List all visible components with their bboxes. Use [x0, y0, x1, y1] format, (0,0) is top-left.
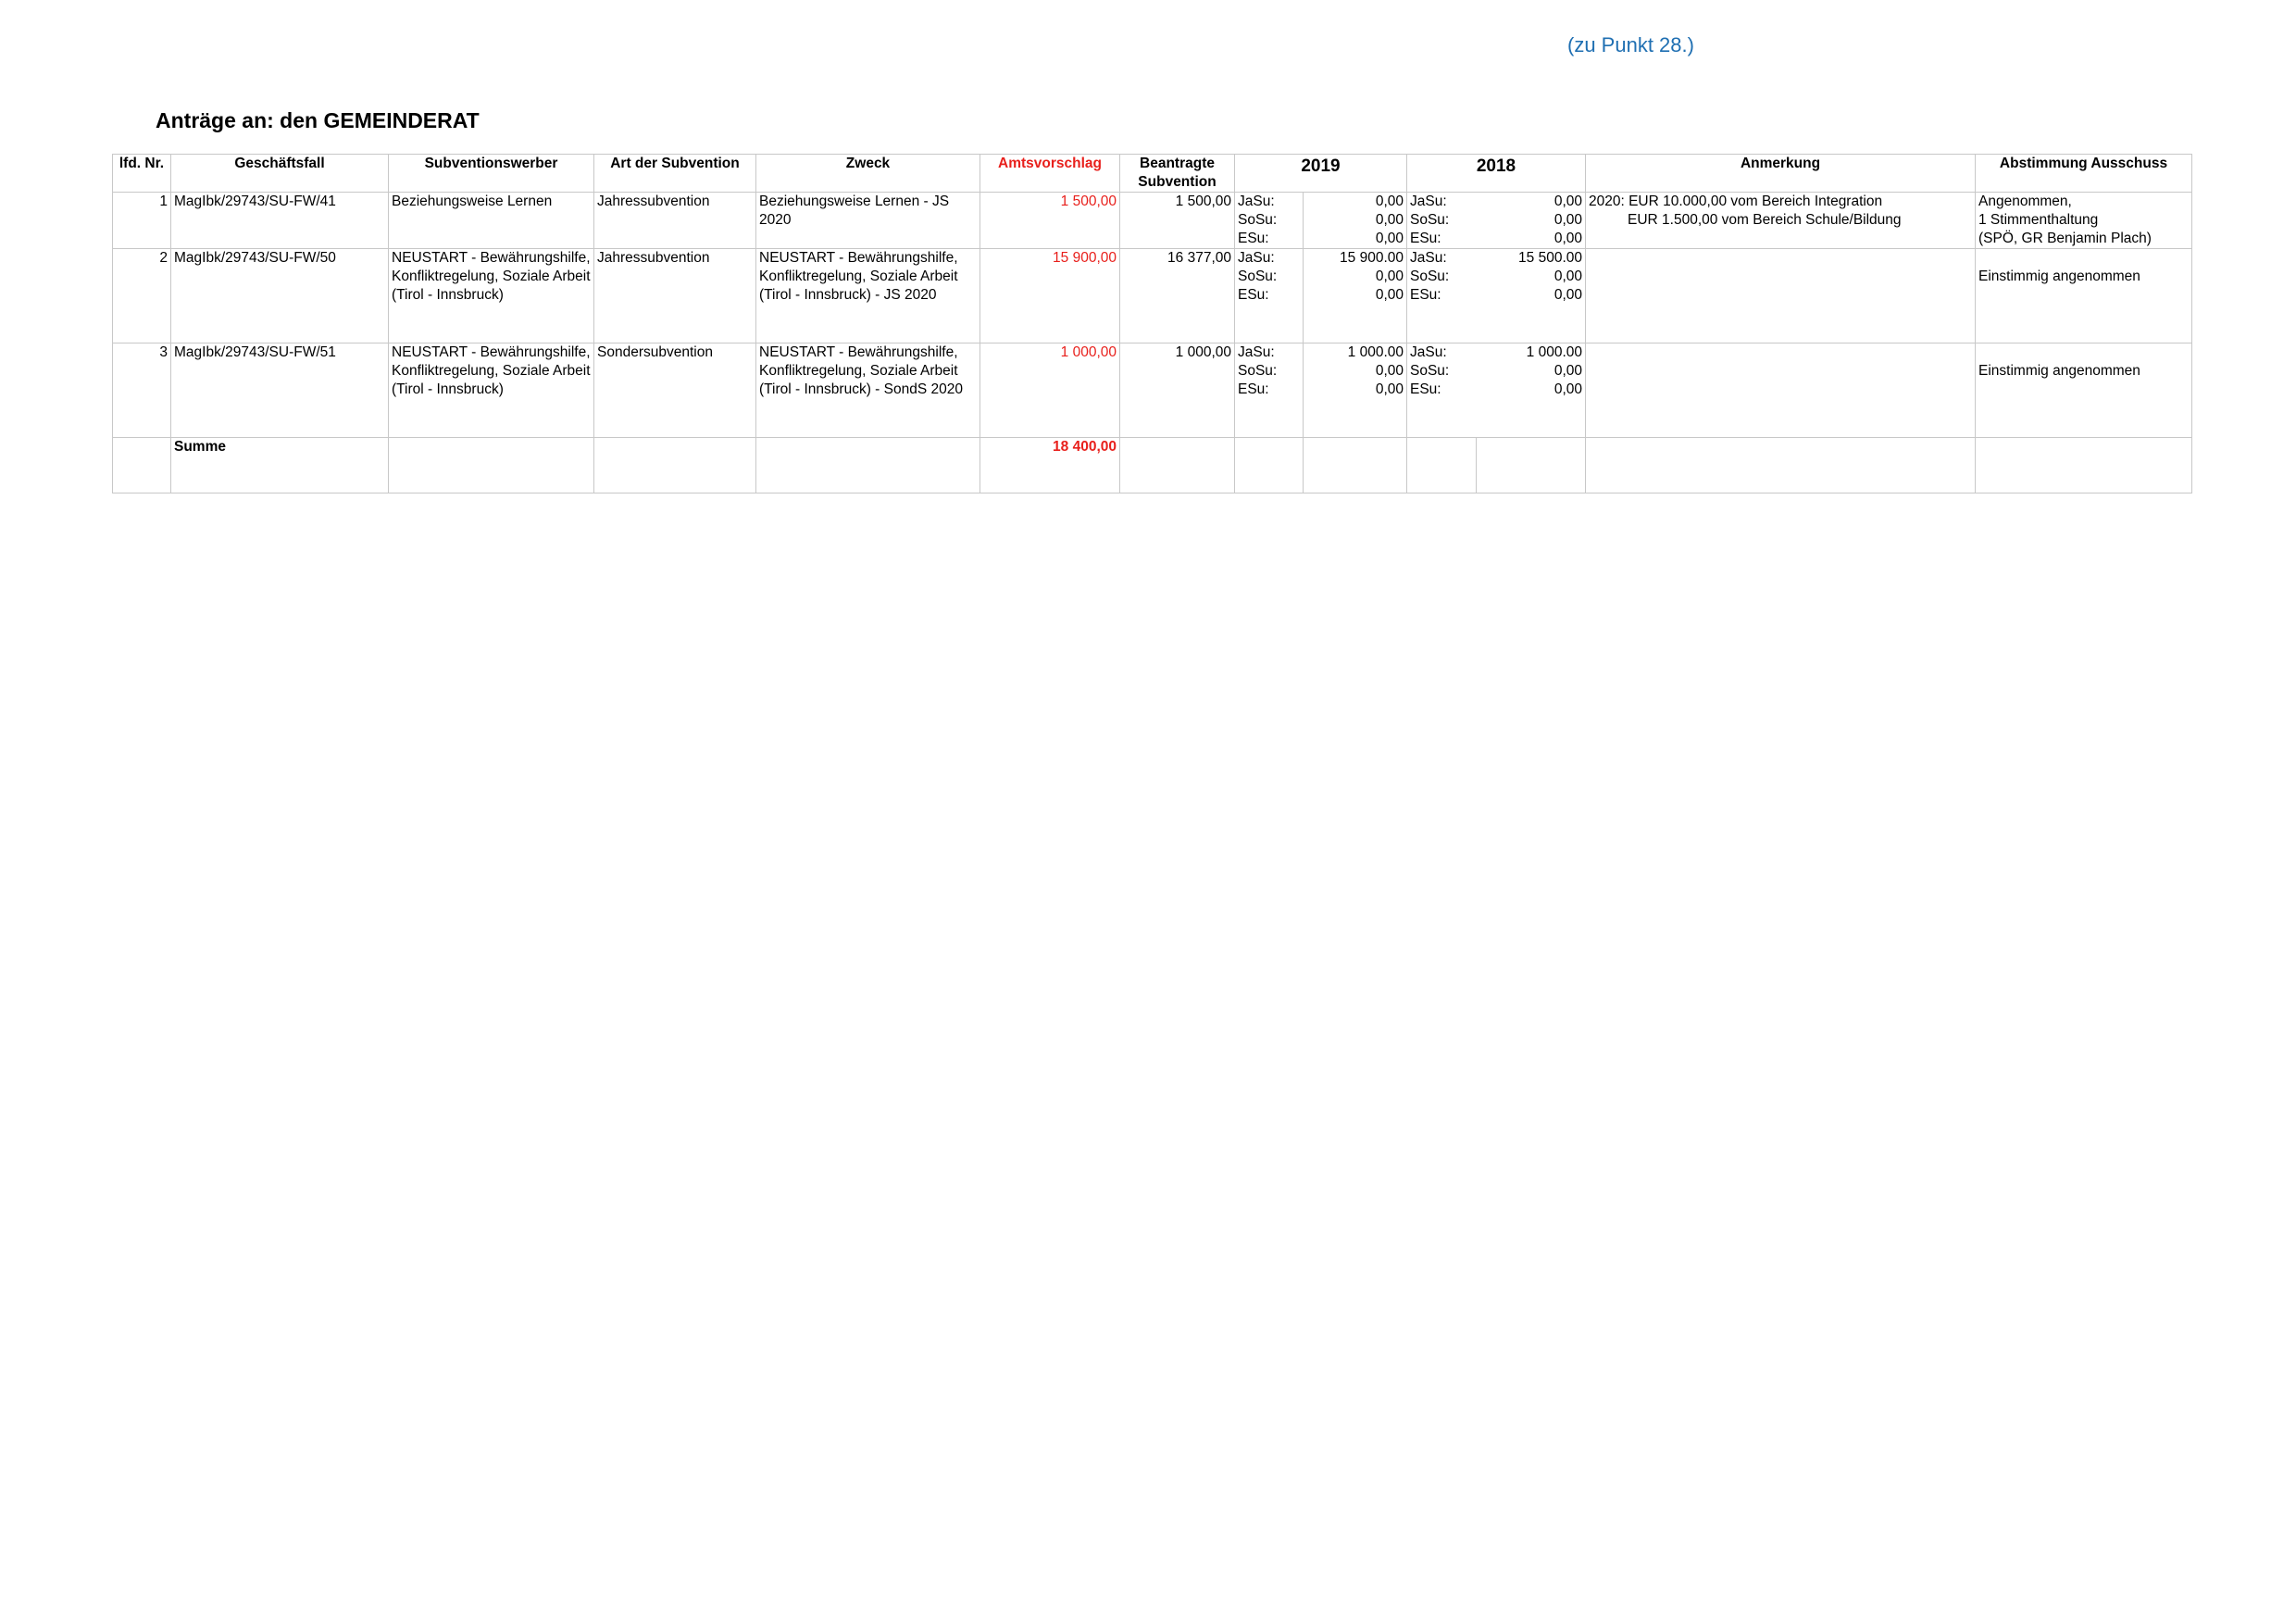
value-esu: 0,00: [1375, 287, 1404, 303]
table-row: [113, 249, 2192, 344]
row-2019-labels: [1235, 193, 1304, 249]
summe-empty: [1586, 438, 1976, 493]
label-sosu: SoSu:: [1238, 363, 1278, 379]
summe-empty: [1120, 438, 1235, 493]
row-geschaeftsfall: MagIbk/29743/SU-FW/51: [171, 344, 389, 438]
row-2018-labels: [1407, 344, 1477, 438]
col-header-werber: Subventionswerber: [389, 155, 594, 193]
summe-amtsvorschlag: 18 400,00: [980, 438, 1120, 493]
label-jasu: JaSu:: [1238, 344, 1275, 360]
row-2018-values: [1477, 344, 1586, 438]
agenda-reference: (zu Punkt 28.): [1567, 33, 1694, 56]
row-nr: 3: [113, 344, 171, 438]
row-beantragt: 16 377,00: [1120, 249, 1235, 344]
col-header-nr: lfd. Nr.: [113, 155, 171, 193]
value-sosu: 0,00: [1375, 269, 1404, 284]
row-anmerkung: [1586, 193, 1976, 249]
row-2018-values: [1477, 193, 1586, 249]
table-row: [113, 344, 2192, 438]
row-zweck: NEUSTART - Bewährungshilfe, Konfliktregelung, Soziale Arbeit (Tirol - Innsbruck) - JS 2020: [756, 249, 980, 344]
value-jasu: 1 000.00: [1526, 344, 1582, 360]
value-sosu: 0,00: [1554, 363, 1582, 379]
row-beantragt: 1 500,00: [1120, 193, 1235, 249]
abstimmung-line: 1 Stimmenthaltung: [1978, 212, 2099, 228]
col-header-beantragt: Beantragte Subvention: [1120, 155, 1235, 193]
abstimmung-line: (SPÖ, GR Benjamin Plach): [1978, 231, 2152, 246]
row-art: Sondersubvention: [594, 344, 756, 438]
label-jasu: JaSu:: [1410, 250, 1447, 266]
value-jasu: 15 500.00: [1518, 250, 1582, 266]
row-werber: NEUSTART - Bewährungshilfe, Konfliktregelung, Soziale Arbeit (Tirol - Innsbruck): [389, 249, 594, 344]
row-abstimmung: [1976, 249, 2192, 344]
row-2019-values: [1304, 249, 1407, 344]
row-nr: 1: [113, 193, 171, 249]
value-jasu: 15 900.00: [1340, 250, 1404, 266]
value-esu: 0,00: [1554, 381, 1582, 397]
col-header-amtsvorschlag: Amtsvorschlag: [980, 155, 1120, 193]
row-art: Jahressubvention: [594, 249, 756, 344]
value-esu: 0,00: [1554, 231, 1582, 246]
value-esu: 0,00: [1375, 381, 1404, 397]
label-esu: ESu:: [1410, 287, 1441, 303]
row-abstimmung: [1976, 193, 2192, 249]
row-beantragt: 1 000,00: [1120, 344, 1235, 438]
label-jasu: JaSu:: [1410, 344, 1447, 360]
row-2019-values: [1304, 193, 1407, 249]
value-jasu: 0,00: [1375, 194, 1404, 209]
label-sosu: SoSu:: [1410, 212, 1450, 228]
row-geschaeftsfall: MagIbk/29743/SU-FW/41: [171, 193, 389, 249]
label-sosu: SoSu:: [1238, 269, 1278, 284]
anmerkung-line: EUR 1.500,00 vom Bereich Schule/Bildung: [1628, 212, 1902, 228]
label-sosu: SoSu:: [1410, 269, 1450, 284]
row-anmerkung: [1586, 344, 1976, 438]
label-esu: ESu:: [1238, 381, 1269, 397]
summe-label: Summe: [171, 438, 389, 493]
label-jasu: JaSu:: [1238, 194, 1275, 209]
row-zweck: NEUSTART - Bewährungshilfe, Konfliktregelung, Soziale Arbeit (Tirol - Innsbruck) - SondS 2020: [756, 344, 980, 438]
label-esu: ESu:: [1238, 287, 1269, 303]
abstimmung-line: Angenommen,: [1978, 194, 2072, 209]
summe-empty: [1304, 438, 1407, 493]
anmerkung-line: 2020: EUR 10.000,00 vom Bereich Integration: [1589, 194, 1883, 209]
label-esu: ESu:: [1410, 381, 1441, 397]
value-esu: 0,00: [1375, 231, 1404, 246]
subsidy-table: [112, 154, 2192, 493]
value-esu: 0,00: [1554, 287, 1582, 303]
row-2019-values: [1304, 344, 1407, 438]
value-sosu: 0,00: [1554, 269, 1582, 284]
summe-empty: [1477, 438, 1586, 493]
summe-empty: [594, 438, 756, 493]
row-anmerkung: [1586, 249, 1976, 344]
row-zweck: Beziehungsweise Lernen - JS 2020: [756, 193, 980, 249]
row-2018-values: [1477, 249, 1586, 344]
row-amtsvorschlag: 1 000,00: [980, 344, 1120, 438]
label-sosu: SoSu:: [1410, 363, 1450, 379]
col-header-anmerkung: Anmerkung: [1586, 155, 1976, 193]
row-2018-labels: [1407, 249, 1477, 344]
row-werber: NEUSTART - Bewährungshilfe, Konfliktregelung, Soziale Arbeit (Tirol - Innsbruck): [389, 344, 594, 438]
row-amtsvorschlag: 15 900,00: [980, 249, 1120, 344]
row-nr: 2: [113, 249, 171, 344]
row-abstimmung: [1976, 344, 2192, 438]
label-sosu: SoSu:: [1238, 212, 1278, 228]
value-sosu: 0,00: [1375, 212, 1404, 228]
row-werber: Beziehungsweise Lernen: [389, 193, 594, 249]
row-geschaeftsfall: MagIbk/29743/SU-FW/50: [171, 249, 389, 344]
abstimmung-line: Einstimmig angenommen: [1978, 269, 2140, 284]
table-row: [113, 193, 2192, 249]
summe-empty: [113, 438, 171, 493]
page-heading: Anträge an: den GEMEINDERAT: [156, 108, 480, 132]
summe-empty: [389, 438, 594, 493]
col-header-art: Art der Subvention: [594, 155, 756, 193]
label-jasu: JaSu:: [1410, 194, 1447, 209]
value-jasu: 1 000.00: [1347, 344, 1404, 360]
col-header-zweck: Zweck: [756, 155, 980, 193]
col-header-2019: 2019: [1235, 155, 1407, 193]
header-row: [113, 155, 2192, 193]
abstimmung-line: Einstimmig angenommen: [1978, 363, 2140, 379]
row-art: Jahressubvention: [594, 193, 756, 249]
value-sosu: 0,00: [1375, 363, 1404, 379]
row-2018-labels: [1407, 193, 1477, 249]
col-header-abstimmung: Abstimmung Ausschuss: [1976, 155, 2192, 193]
summe-empty: [756, 438, 980, 493]
label-esu: ESu:: [1238, 231, 1269, 246]
summe-empty: [1407, 438, 1477, 493]
value-jasu: 0,00: [1554, 194, 1582, 209]
summe-empty: [1976, 438, 2192, 493]
label-esu: ESu:: [1410, 231, 1441, 246]
value-sosu: 0,00: [1554, 212, 1582, 228]
summe-row: [113, 438, 2192, 493]
row-2019-labels: [1235, 249, 1304, 344]
label-jasu: JaSu:: [1238, 250, 1275, 266]
row-amtsvorschlag: 1 500,00: [980, 193, 1120, 249]
col-header-2018: 2018: [1407, 155, 1586, 193]
col-header-geschaeftsfall: Geschäftsfall: [171, 155, 389, 193]
row-2019-labels: [1235, 344, 1304, 438]
summe-empty: [1235, 438, 1304, 493]
